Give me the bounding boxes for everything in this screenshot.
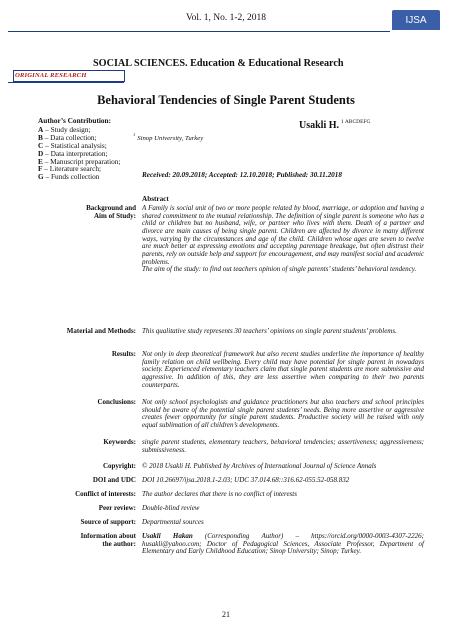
copyright-text: © 2018 Usakli H. Published by Archives of International Journal of Science Annals [142,462,377,470]
methods-text: This qualitative study represents 30 teachers’ opinions on single parent students’ problems. [142,327,397,335]
author-affiliation: $^1$Sinop University, Turkey [133,132,204,142]
peer-review-text: Double-blind review [142,504,200,512]
author-contribution-marks: 1 ABCDEFG [341,119,371,125]
contribution-item: G – Funds collection [38,172,100,182]
doi-label: DOI and UDC [92,476,136,484]
author-contribution-block [38,117,120,181]
contribution-item: A – Study design; [38,124,91,134]
contribution-item: F – Literature search; [38,164,102,174]
results-text: Not only in deep theoretical framework but also recent studies underline the importance of healthy family relation on child wellbeing. Every child may have potential for single parent in nowadays society. Experienced elementary teachers claim that single parent students are more submissive and aggressive. In addition of this, they are less assertive when comparing to their two parents counterparts. [142,350,424,389]
page-number: 21 [222,610,230,619]
conclusions-label: Conclusions: [97,398,136,406]
methods-label: Material and Methods: [66,327,136,335]
background-label: Background and Aim of Study: [86,204,136,220]
author-info-label: Information about the author: [80,532,136,548]
results-label: Results: [111,350,136,358]
publication-dates: Received: 20.09.2018; Accepted: 12.10.2018; Published: 30.11.2018 [142,171,342,179]
author-info-name: Usakli Hakan [142,532,193,540]
running-header-volume: Vol. 1, No. 1-2, 2018 [185,13,267,23]
conflict-label: Conflict of interests: [75,490,136,498]
keywords-text: single parent students, elementary teachers, behavioral tendencies; assertiveness; aggressiveness; submissiveness. [142,438,424,454]
support-label: Source of support: [80,518,136,526]
contribution-item: E – Manuscript preparation; [38,156,121,166]
section-title: SOCIAL SCIENCES. Education & Educational Research [93,58,344,69]
keywords-label: Keywords: [103,438,136,446]
peer-review-label: Peer review: [98,504,136,512]
contribution-item: B – Data collection; [38,132,97,142]
article-title: Behavioral Tendencies of Single Parent Students [97,93,355,107]
article-type-rule [8,82,124,83]
conclusions-text: Not only school psychologists and guidance practitioners but also teachers and school principles should be aware of the potential single parent students’ needs. Being more assertive or aggressive creates fewer opportunity for single parent students. Productive society will be raised with only equal sublimation of all children’s developments. [142,398,424,429]
background-text: A Family is social unit of two or more people related by blood, marriage, or adoption and having a shared commitment to the mutual relationship. The definition of single parent is someone who has a child or children but no husband, wife, or partner who lives with them. Death of a partner and divorce are main causes of being single parent. Children are affected by divorce in many different ways, varying by the circumstances and age of the child. Children whose ages are seven to twelve are much better at expressing emotions and accepting parentage breakage, but often distrust their parents, rely on outside help and support for encouragement, and may manifest social and academic problems. The aim of the study: to find out teachers opinion of single parents’ students’ behavioral tendency. [142,204,424,274]
contribution-heading: Author’s Contribution: [38,116,112,125]
article-type-label: ORIGINAL RESEARCH [13,70,125,82]
author-info-text: Usakli Hakan (Corresponding Author) – https://orcid.org/0000-0003-4307-2226; husakli@yahoo.com; Doctor of Pedagogical Sciences, Associate Professor, Department of Elementary and Early Childhood Education; Sinop University; Sinop; Turkey. [142,532,424,556]
journal-badge: IJSA [392,10,440,30]
abstract-heading: Abstract [142,195,169,203]
contribution-item: D – Data interpretation; [38,148,108,158]
author-name: Usakli H. $^{1 ABCDEFG}$ [299,119,371,131]
copyright-label: Copyright: [102,462,136,470]
header-rule [8,31,390,32]
conflict-text: The author declares that there is no conflict of interests [142,490,297,498]
doi-text: DOI 10.26697/ijsa.2018.1-2.03; UDC 37.014.68::316.62-055.52-058.832 [142,476,350,484]
support-text: Departmental sources [142,518,204,526]
contribution-item: C – Statistical analysis; [38,140,107,150]
